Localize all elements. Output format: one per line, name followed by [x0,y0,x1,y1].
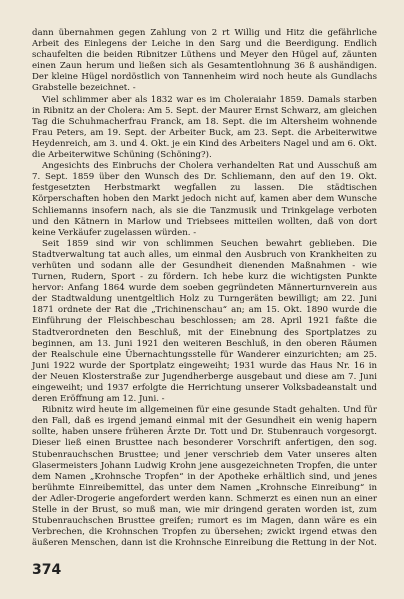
paragraph: dann übernahmen gegen Zahlung von 2 rt Willig und Hitz die gefährliche Arbeit des Einlegens der Leiche in den Sarg und die Beerdigung. Endlich schaufelten die beiden Ribnitzer Lüthens und Meyer den Hügel auf, zäunten einen Zaun herum und ließen sich als Gesamtentlohnung 36 ß aushändigen. Der kleine Hügel nordöstlich von Tannenheim wird noch heute als Gundlachs Grabstelle bezeichnet. - [32,28,377,94]
paragraph: Viel schlimmer aber als 1832 war es im Choleraiahr 1859. Damals starben in Ribnitz an der Cholera: Am 5. Sept. der Maurer Ernst Schwarz, am gleichen Tag die Schuhmacherfrau Franck, am 18. Sept. die im Altersheim wohnende Frau Peters, am 19. Sept. der Arbeiter Buck, am 23. Sept. die Arbeiterwitwe Heydenreich, am 3. und 4. Okt. je ein Kind des Arbeiters Nagel und am 6. Okt. die Arbeiterwitwe Schüning (Schöning?). [32,94,377,161]
body-text [32,28,377,549]
paragraph: Angesichts des Einbruchs der Cholera verhandelten Rat und Ausschuß am 7. Sept. 1859 über den Wunsch des Dr. Schliemann, den auf den 19. Okt. festgesetzten Herbstmarkt wegfallen zu lassen. Die städtischen Körperschaften hoben den Markt jedoch nicht auf, kamen aber dem Wunsche Schliemanns insofern nach, als sie die Tanzmusik und Trinkgelage verboten und den Kätnern in Marlow und Triebsees mitteilen wollten, daß von dort keine Verkäufer zugelassen würden. - [32,161,377,238]
paragraph: Ribnitz wird heute im allgemeinen für eine gesunde Stadt gehalten. Und für den Fall, daß es irgend jemand einmal mit der Gesundheit ein wenig hapern sollte, haben unsere früheren Ärzte Dr. Tott und Dr. Stubenrauch vorgesorgt. Dieser ließ einen Brusttee nach besonderer Vorschrift anfertigen, den sog. Stubenrauchschen Brusttee; und jener verschrieb dem Vater unseres alten Glasermeisters Johann Ludwig Krohn jene ausgezeichneten Tropfen, die unter dem Namen „Krohnsche Tropfen“ in der Apotheke erhältlich sind, und jenes berühmte Einreibemittel, das unter dem Namen „Krohnsche Einreibung“ in der Adler-Drogerie angefordert werden kann. Schmerzt es einen nun an einer Stelle in der Brust, so muß man, wie mir dringend geraten worden ist, zum Stubenrauchschen Brusttee greifen; rumort es im Magen, dann wäre es ein Verbrechen, die Krohnschen Tropfen zu übersehen; zwickt irgend etwas den äußeren Menschen, dann ist die Krohnsche Einreibung die Rettung in der Not. [32,405,377,549]
page-number: 374 [32,562,62,578]
paragraph: Seit 1859 sind wir von schlimmen Seuchen bewahrt geblieben. Die Stadtverwaltung tat auch alles, um einmal den Ausbruch von Krankheiten zu verhüten und sodann alle der Gesundheit dienenden Maßnahmen - wie Turnen, Rudern, Sport - zu fördern. Ich hebe kurz die wichtigsten Punkte hervor: Anfang 1864 wurde dem soeben gegründeten Männerturnverein aus der Stadtwaldung unentgeltlich Holz zu Turngeräten bewilligt; am 22. Juni 1871 ordnete der Rat die „Trichinenschau“ an; am 15. Okt. 1890 wurde die Einführung der Fleischbeschau beschlossen; am 28. April 1921 faßte die Stadtverordneten den Beschluß, mit der Einebnung des Sportplatzes zu beginnen, am 13. Juni 1921 den weiteren Beschluß, in den oberen Räumen der Realschule eine Übernachtungsstelle für Wanderer einzurichten; am 25. Juni 1922 wurde der Sportplatz eingeweiht; 1931 wurde das Haus Nr. 16 in der Neuen Klosterstraße zur Jugendherberge ausgebaut und diese am 7. Juni eingeweiht; und 1937 erfolgte die Herrichtung unserer Volksbadeanstalt und deren Eröffnung am 12. Juni. - [32,238,377,405]
